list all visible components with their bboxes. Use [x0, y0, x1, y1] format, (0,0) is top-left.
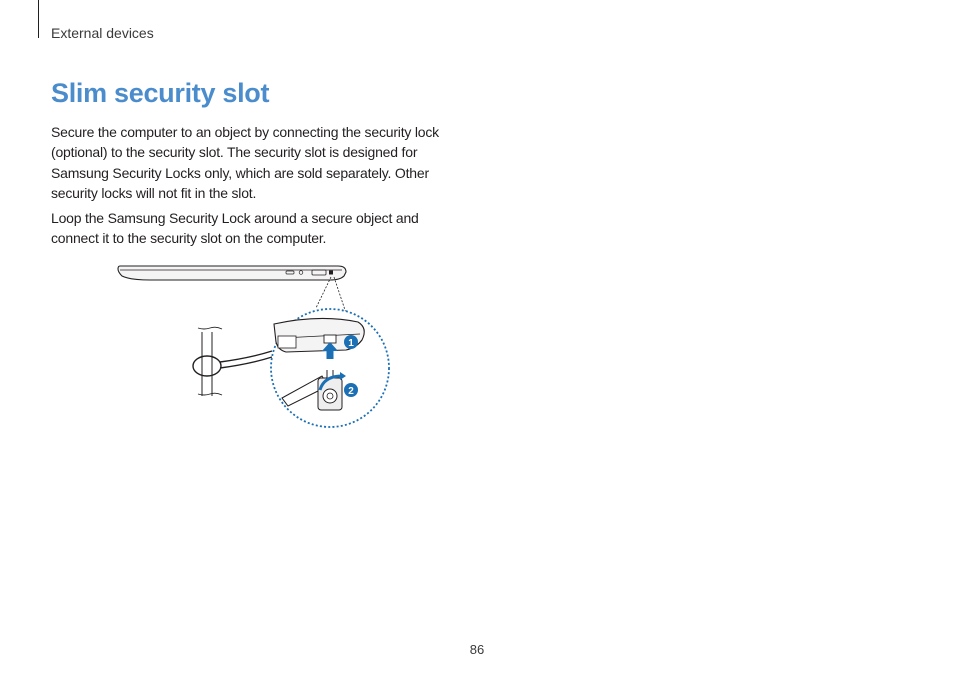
lock-cable — [193, 351, 272, 376]
security-lock-illustration — [110, 258, 400, 438]
svg-text:2: 2 — [348, 386, 354, 397]
section-label: External devices — [51, 25, 154, 41]
step-2-badge — [344, 383, 358, 397]
intro-paragraph: Secure the computer to an object by connecting the security lock (optional) to the security slot. The security slot is designed for Samsung Security Locks only, which are sold separately. Other security locks will not fit in the slot. — [51, 124, 439, 201]
secure-post — [198, 327, 222, 396]
laptop-side-view — [118, 266, 346, 280]
page-title: Slim security slot — [51, 78, 270, 108]
page-number: 86 — [469, 642, 485, 657]
instruction-paragraph: Loop the Samsung Security Lock around a secure object and connect it to the security slot on the computer. — [51, 210, 419, 247]
margin-rule — [38, 0, 39, 38]
callout-line — [334, 277, 346, 313]
svg-text:1: 1 — [348, 338, 354, 349]
callout-line — [316, 277, 331, 308]
step-1-badge — [344, 335, 358, 349]
